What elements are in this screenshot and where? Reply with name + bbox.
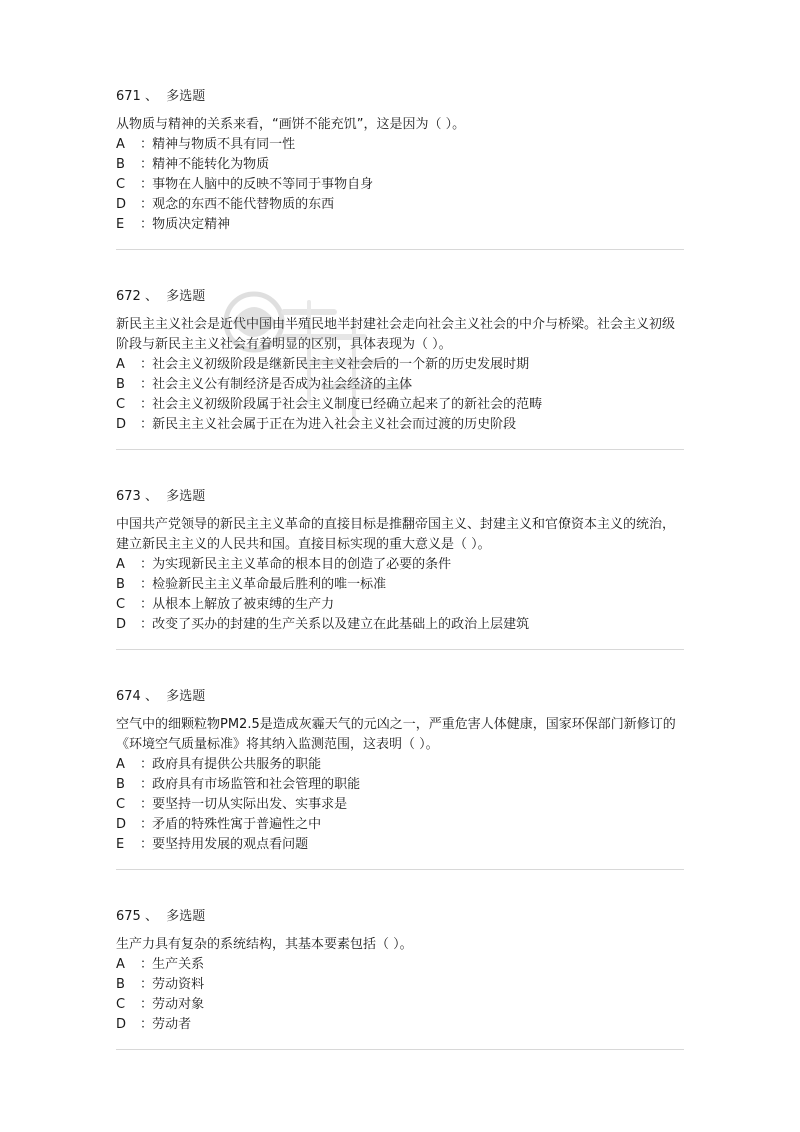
option-b (116, 775, 684, 795)
option-letter: C (116, 177, 126, 192)
option-colon: ： (140, 837, 154, 852)
option-colon: ： (140, 137, 154, 152)
option-text: 事物在人脑中的反映不等同于事物自身 (152, 177, 374, 192)
option-text: 物质决定精神 (152, 217, 231, 232)
question-separator: 、 (144, 909, 158, 924)
option-text: 精神与物质不具有同一性 (152, 137, 296, 152)
option-text: 劳动者 (152, 1017, 192, 1032)
question-671 (116, 87, 684, 235)
question-separator: 、 (144, 289, 158, 304)
question-type: 多选题 (166, 289, 206, 304)
option-d (116, 1015, 684, 1035)
option-colon: ： (140, 957, 154, 972)
option-colon: ： (140, 997, 154, 1012)
question-header (116, 287, 684, 307)
question-type: 多选题 (166, 689, 206, 704)
option-b (116, 975, 684, 995)
option-colon: ： (140, 357, 154, 372)
option-text: 检验新民主主义革命最后胜利的唯一标准 (152, 577, 387, 592)
option-a (116, 555, 684, 575)
option-letter: A (116, 357, 125, 372)
option-d (116, 415, 684, 435)
option-colon: ： (140, 157, 154, 172)
option-letter: D (116, 1017, 127, 1032)
option-letter: A (116, 757, 125, 772)
option-colon: ： (140, 197, 154, 212)
option-colon: ： (140, 777, 154, 792)
option-text: 观念的东西不能代替物质的东西 (152, 197, 335, 212)
question-header (116, 87, 684, 107)
option-letter: A (116, 137, 125, 152)
question-divider (116, 249, 684, 250)
option-b (116, 155, 684, 175)
option-text: 改变了买办的封建的生产关系以及建立在此基础上的政治上层建筑 (152, 617, 530, 632)
option-colon: ： (140, 1017, 154, 1032)
option-text: 为实现新民主主义革命的根本目的创造了必要的条件 (152, 557, 452, 572)
option-letter: E (116, 217, 125, 232)
option-text: 政府具有市场监管和社会管理的职能 (152, 777, 361, 792)
option-letter: D (116, 817, 127, 832)
option-letter: C (116, 597, 126, 612)
question-stem: 生产力具有复杂的系统结构，其基本要素包括（ ）。 (116, 937, 413, 952)
option-a (116, 955, 684, 975)
option-text: 政府具有提供公共服务的职能 (152, 757, 322, 772)
option-letter: A (116, 557, 125, 572)
option-letter: C (116, 797, 126, 812)
question-header (116, 487, 684, 507)
question-number: 675 (116, 909, 141, 924)
option-text: 精神不能转化为物质 (152, 157, 270, 172)
option-colon: ： (140, 597, 154, 612)
question-separator: 、 (144, 689, 158, 704)
option-colon: ： (140, 977, 154, 992)
option-letter: D (116, 417, 127, 432)
option-a (116, 135, 684, 155)
option-colon: ： (140, 557, 154, 572)
question-type: 多选题 (166, 489, 206, 504)
option-d (116, 615, 684, 635)
option-letter: B (116, 577, 125, 592)
question-674 (116, 687, 684, 855)
question-separator: 、 (144, 489, 158, 504)
option-c (116, 175, 684, 195)
question-header (116, 907, 684, 927)
option-letter: B (116, 777, 125, 792)
question-stem: 空气中的细颗粒物PM2.5是造成灰霾天气的元凶之一，严重危害人体健康，国家环保部门新修订的《环境空气质量标准》将其纳入监测范围，这表明（ ）。 (116, 717, 676, 752)
option-colon: ： (140, 617, 154, 632)
question-675 (116, 907, 684, 1035)
question-stem: 中国共产党领导的新民主主义革命的直接目标是推翻帝国主义、封建主义和官僚资本主义的统治，建立新民主主义的人民共和国。直接目标实现的重大意义是（ ）。 (116, 517, 676, 552)
option-text: 社会主义公有制经济是否成为社会经济的主体 (152, 377, 413, 392)
option-colon: ： (140, 217, 154, 232)
question-number: 671 (116, 89, 141, 104)
question-divider (116, 649, 684, 650)
option-d (116, 815, 684, 835)
option-colon: ： (140, 577, 154, 592)
option-a (116, 755, 684, 775)
question-separator: 、 (144, 89, 158, 104)
option-e (116, 215, 684, 235)
question-stem: 从物质与精神的关系来看，“画饼不能充饥”，这是因为（ ）。 (116, 117, 466, 132)
question-673 (116, 487, 684, 635)
option-letter: C (116, 397, 126, 412)
option-text: 要坚持用发展的观点看问题 (152, 837, 309, 852)
option-b (116, 375, 684, 395)
option-c (116, 795, 684, 815)
option-colon: ： (140, 797, 154, 812)
option-text: 矛盾的特殊性寓于普遍性之中 (152, 817, 322, 832)
option-text: 社会主义初级阶段是继新民主主义社会后的一个新的历史发展时期 (152, 357, 530, 372)
option-c (116, 395, 684, 415)
option-text: 劳动对象 (152, 997, 205, 1012)
question-672 (116, 287, 684, 435)
option-letter: B (116, 977, 125, 992)
option-text: 要坚持一切从实际出发、实事求是 (152, 797, 348, 812)
option-text: 新民主主义社会属于正在为进入社会主义社会而过渡的历史阶段 (152, 417, 517, 432)
option-c (116, 595, 684, 615)
option-text: 劳动资料 (152, 977, 205, 992)
question-type: 多选题 (166, 89, 206, 104)
option-a (116, 355, 684, 375)
option-e (116, 835, 684, 855)
option-letter: B (116, 377, 125, 392)
option-c (116, 995, 684, 1015)
question-stem: 新民主主义社会是近代中国由半殖民地半封建社会走向社会主义社会的中介与桥梁。社会主义初级阶段与新民主主义社会有着明显的区别，具体表现为（ ）。 (116, 317, 676, 352)
option-colon: ： (140, 817, 154, 832)
option-text: 社会主义初级阶段属于社会主义制度已经确立起来了的新社会的范畴 (152, 397, 543, 412)
option-text: 生产关系 (152, 957, 205, 972)
option-letter: D (116, 197, 127, 212)
option-colon: ： (140, 417, 154, 432)
question-divider (116, 1049, 684, 1050)
option-letter: B (116, 157, 125, 172)
option-colon: ： (140, 397, 154, 412)
option-b (116, 575, 684, 595)
option-colon: ： (140, 757, 154, 772)
option-letter: E (116, 837, 125, 852)
option-text: 从根本上解放了被束缚的生产力 (152, 597, 335, 612)
question-divider (116, 869, 684, 870)
question-number: 673 (116, 489, 141, 504)
option-letter: C (116, 997, 126, 1012)
question-number: 672 (116, 289, 141, 304)
option-letter: D (116, 617, 127, 632)
option-colon: ： (140, 377, 154, 392)
question-divider (116, 449, 684, 450)
question-type: 多选题 (166, 909, 206, 924)
question-number: 674 (116, 689, 141, 704)
question-header (116, 687, 684, 707)
option-letter: A (116, 957, 125, 972)
option-d (116, 195, 684, 215)
option-colon: ： (140, 177, 154, 192)
